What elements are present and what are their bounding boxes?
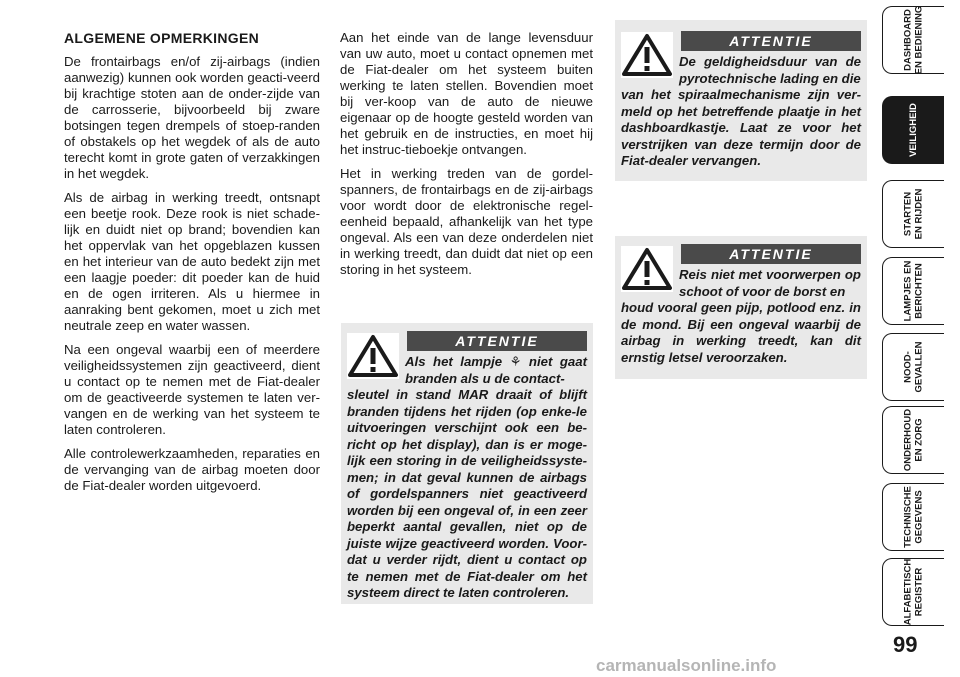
paragraph: De frontairbags en/of zij-airbags (indien aanwezig) kunnen ook worden geacti-veerd bij krachtige stoten aan de onder-zijde van de carrosserie, bijvoorbeeld bij zware botsingen tegen drempels of stoep-randen of obstakels op het wegdek of als de auto terecht komt in grote gaten of verzakkingen in het wegdek.: [64, 54, 320, 181]
paragraph: Alle controlewerkzaamheden, reparaties en de vervanging van de airbag moeten door de Fiat-dealer worden uitgevoerd.: [64, 446, 320, 493]
warning-triangle-icon: [621, 32, 673, 78]
tab-veiligheid[interactable]: [882, 96, 944, 164]
attentie-badge: ATTENTIE: [407, 331, 587, 351]
page-number: 99: [893, 632, 918, 657]
middle-text-column: [340, 30, 593, 286]
warning-text-lead: Als het lampje ⚘ niet gaat branden als u de contact-: [405, 354, 587, 386]
warning-text-lead: De geldigheidsduur van de pyrotechnische lading en die: [679, 54, 861, 86]
attentie-badge: ATTENTIE: [681, 31, 861, 51]
tab-register[interactable]: [882, 558, 944, 626]
tab-dashboard[interactable]: [882, 6, 944, 74]
tab-label: NOOD- GEVALLEN: [902, 341, 924, 393]
warning-text-lead: Reis niet met voorwerpen op schoot of voor de borst en: [679, 267, 861, 299]
tab-starten[interactable]: [882, 180, 944, 248]
warning-box-airbag-light: [341, 323, 593, 604]
attentie-badge: ATTENTIE: [681, 244, 861, 264]
paragraph: Het in werking treden van de gordel-spanners, de frontairbags en de zij-airbags voor wordt door de elektronische regel-eenheid bepaald, afhankelijk van het type ongeval. Als een van deze onderdelen niet in werking treedt, dan duidt dat niet op een storing in het systeem.: [340, 166, 593, 277]
paragraph: Na een ongeval waarbij een of meerdere veiligheidssystemen zijn geactiveerd, dient u contact op te nemen met de Fiat-dealer om de geactiveerde systemen te laten ver-vangen en de werking van het systeem te laten controleren.: [64, 342, 320, 437]
warning-triangle-icon: [347, 333, 399, 379]
tab-label: STARTEN EN RIJDEN: [902, 188, 924, 240]
tab-onderhoud[interactable]: [882, 406, 944, 474]
warning-text: houd vooral geen pijp, potlood enz. in de mond. Bij een ongeval waarbij de airbag in werking treedt, kan dit ernstig letsel veroorzaken.: [621, 300, 861, 365]
watermark: carmanualsonline.info: [596, 656, 777, 675]
paragraph: Aan het einde van de lange levensduur van uw auto, moet u contact opnemen met de Fiat-dealer om het systeem buiten werking te laten stellen. Bovendien moet bij ver-koop van de auto de nieuwe eigenaar op de hoogte gesteld worden van het gebruik en de instructies, en moet hij het instruc-tieboekje ontvangen.: [340, 30, 593, 157]
section-heading: ALGEMENE OPMERKINGEN: [64, 30, 260, 46]
tab-technische[interactable]: [882, 483, 944, 551]
warning-box-objects: [615, 236, 867, 379]
warning-text: sleutel in stand MAR draait of blijft branden tijdens het rijden (op enke-le uitvoeringen verschijnt ook een be-richt op het display), dan is er moge-lijk een storing in de veiligheidssyste-men; in dat geval kunnen de airbags of gordelspanners niet geactiveerd worden bij een ongeval of, in een zeer beperkt aantal gevallen, niet op de juiste wijze geactiveerd worden. Voor-dat u verder rijdt, dient u contact op te nemen met de Fiat-dealer om het systeem direct te laten controleren.: [347, 387, 587, 600]
tab-label: ALFABETISCH REGISTER: [902, 558, 924, 626]
warning-text: van het spiraalmechanisme zijn ver-meld op het betreffende plaatje in het dashboardkastje. Laat ze voor het verstrijken van deze termijn door de Fiat-dealer vervangen.: [621, 87, 861, 168]
tab-noodgevallen[interactable]: [882, 333, 944, 401]
tab-label: DASHBOARD EN BEDIENING: [902, 5, 924, 75]
tab-lampjes[interactable]: [882, 257, 944, 325]
chapter-tabs: [878, 0, 948, 640]
airbag-warning-light-icon: ⚘: [509, 354, 522, 369]
paragraph: Als de airbag in werking treedt, ontsnapt een beetje rook. Deze rook is niet schade-lijk en duidt niet op brand; bovendien kan het oppervlak van het opgeblazen kussen en het interieur van de auto bedekt zijn met een laagje poeder: dit poeder kan de huid en de ogen irriteren. Als u hiermee in aanraking bent gekomen, moet u zich met neutrale zeep en water wassen.: [64, 190, 320, 333]
tab-label: LAMPJES EN BERICHTEN: [902, 260, 924, 322]
warning-triangle-icon: [621, 246, 673, 292]
tab-label: TECHNISCHE GEGEVENS: [902, 486, 924, 548]
left-text-column: [64, 30, 320, 502]
warning-box-lifetime: [615, 20, 867, 181]
tab-label: ONDERHOUD EN ZORG: [902, 408, 924, 472]
tab-label: VEILIGHEID: [907, 103, 919, 157]
